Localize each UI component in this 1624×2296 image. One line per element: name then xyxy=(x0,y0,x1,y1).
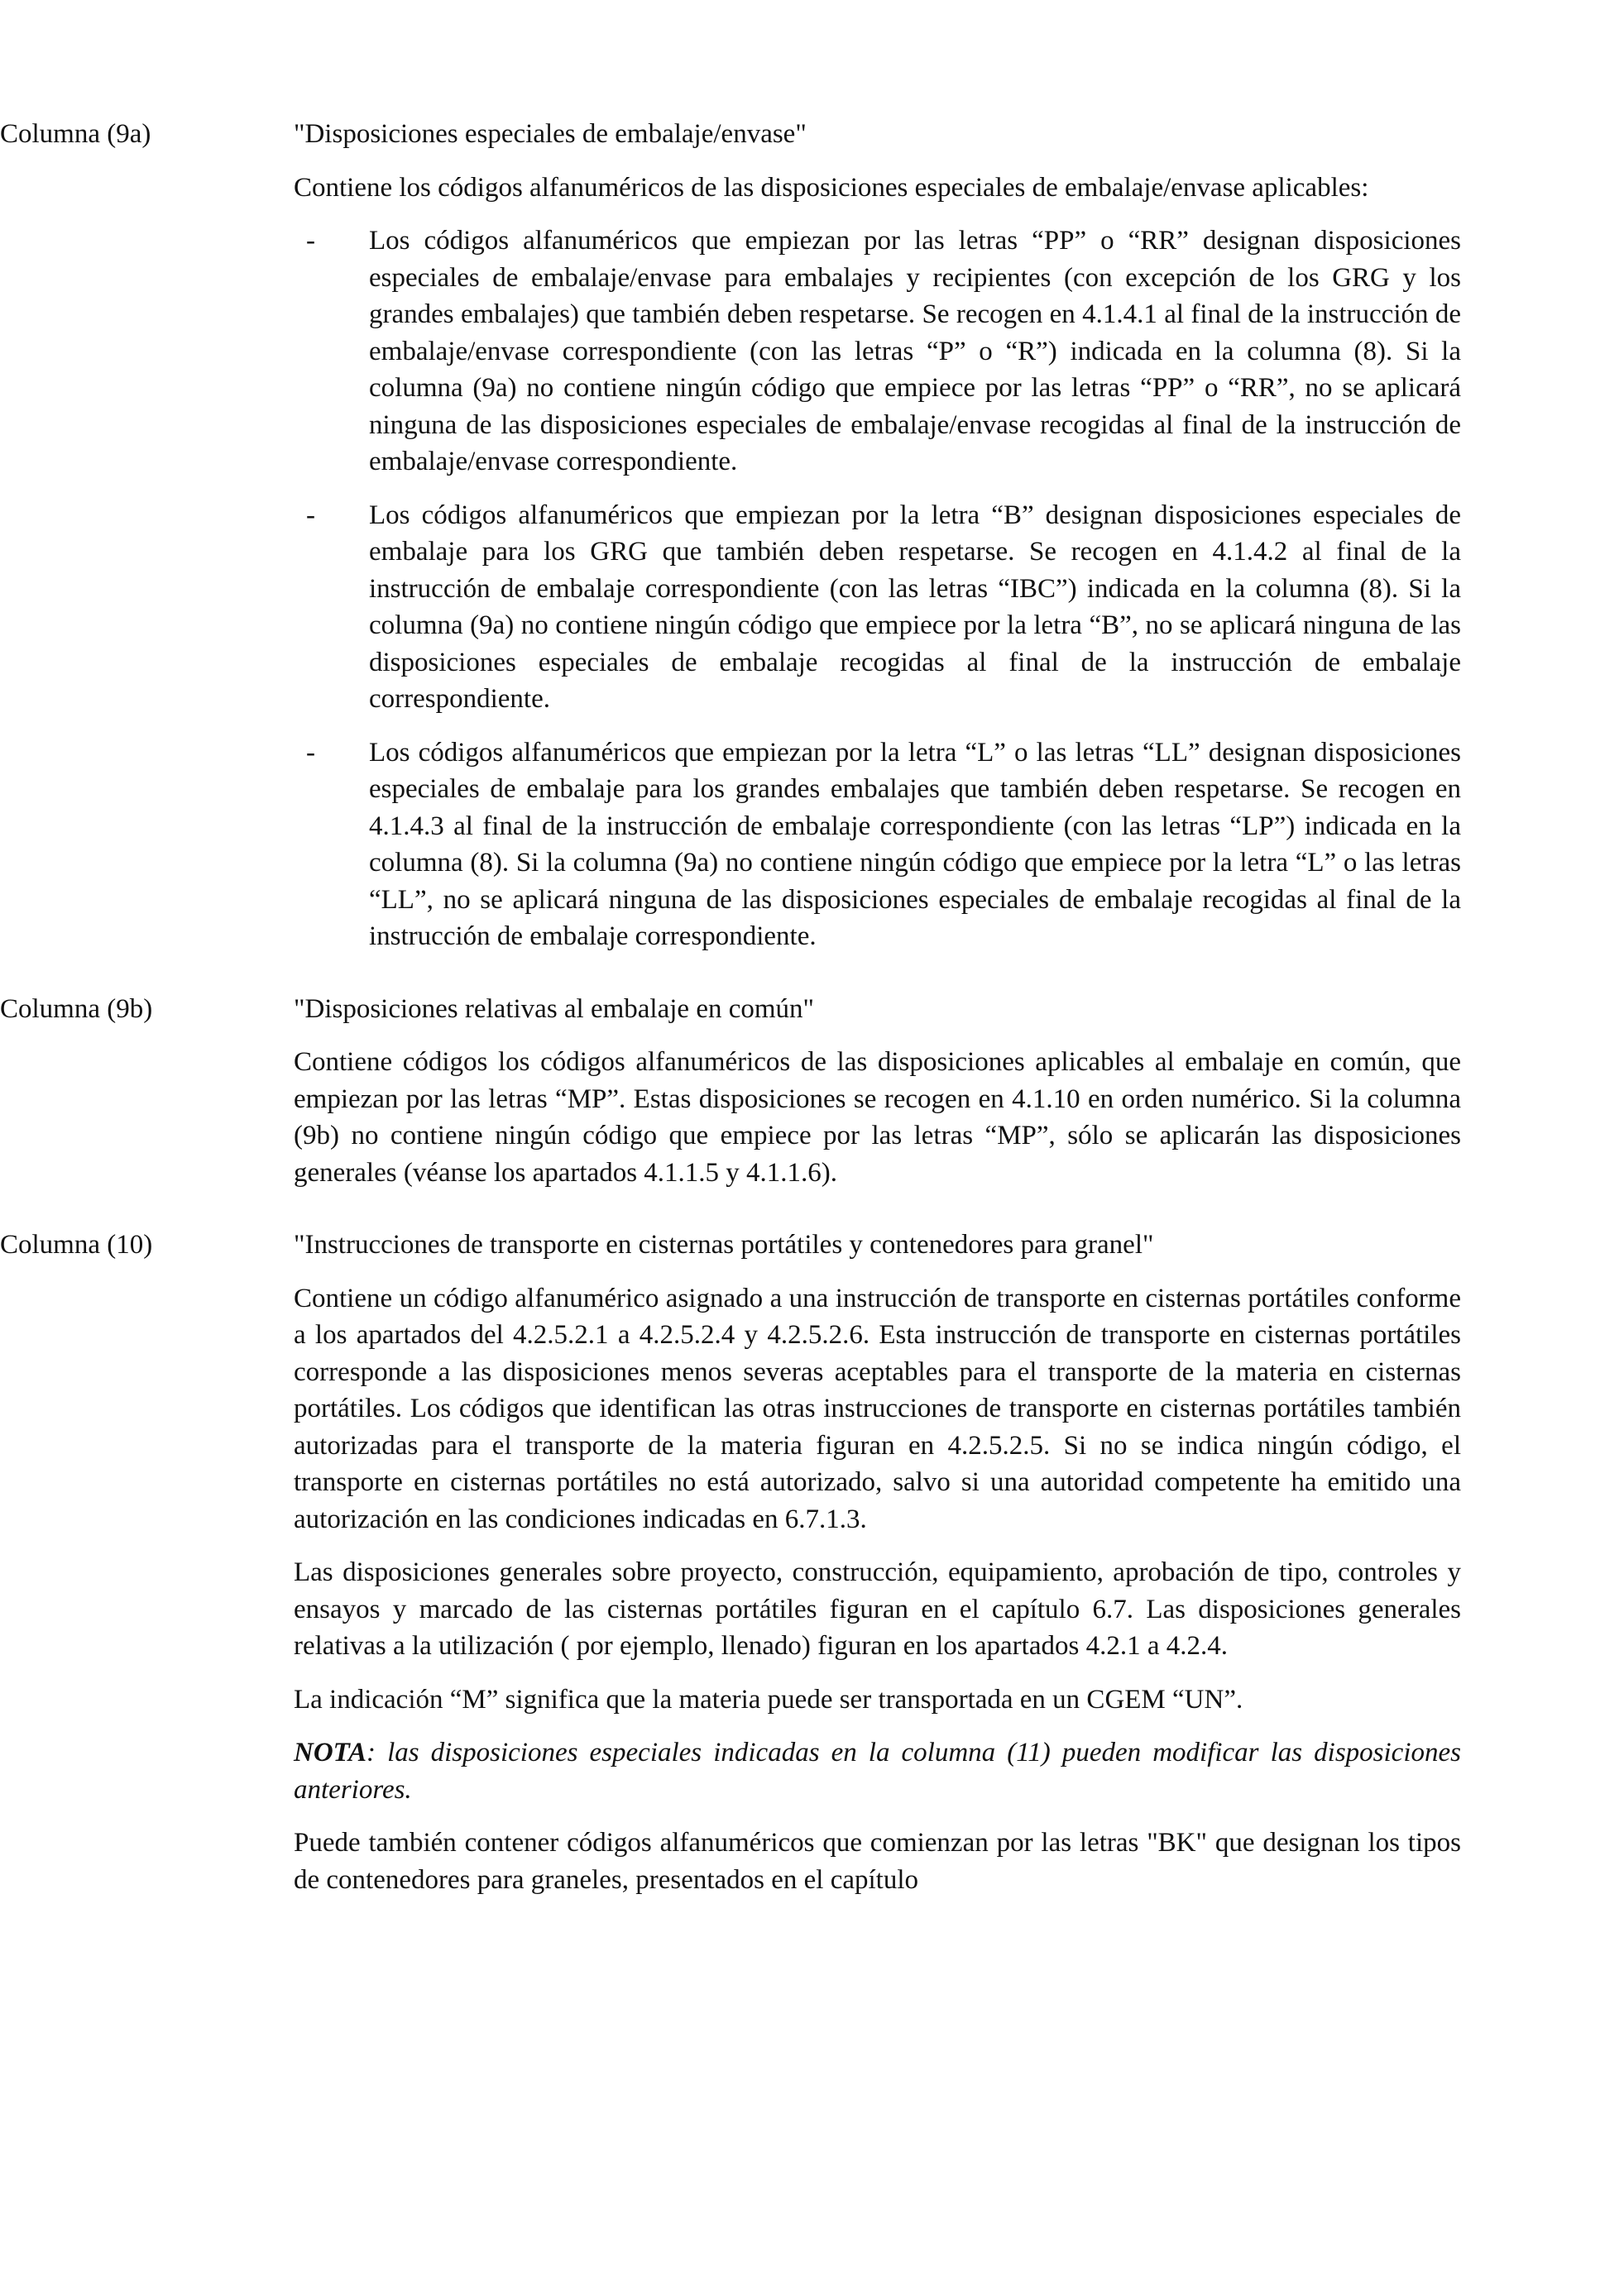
list-item xyxy=(294,734,1461,955)
paragraph: Las disposiciones generales sobre proyecto, construcción, equipamiento, aprobación de tipo, controles y ensayos y marcado de las cisternas portátiles figuran en el capítulo 6.7. Las disposiciones generales relativas a la utilización ( por ejemplo, llenado) figuran en los apartados 4.2.1 a 4.2.4. xyxy=(294,1557,1461,1661)
list-item-text: Los códigos alfanuméricos que empiezan por la letra “L” o las letras “LL” designan disposiciones especiales de embalaje para los grandes embalajes que también deben respetarse. Se recogen en 4.1.4.3 al final de la instrucción de embalaje correspondiente (con las letras “LP”) indicada en la columna (8). Si la columna (9a) no contiene ningún código que empiece por la letra “L” o las letras “LL”, no se aplicará ninguna de las disposiciones especiales de embalaje recogidas al final de la instrucción de embalaje correspondiente. xyxy=(369,737,1461,951)
note-paragraph xyxy=(294,1734,1461,1808)
column-label: Columna (10) xyxy=(0,1230,153,1260)
section-column-9a xyxy=(0,116,1461,955)
list-item xyxy=(294,497,1461,718)
section-column-9b xyxy=(0,991,1461,1192)
list-item-text: Los códigos alfanuméricos que empiezan por la letra “B” designan disposiciones especiales de embalaje para los GRG que también deben respetarse. Se recogen en 4.1.4.2 al final de la instrucción de embalaje correspondiente (con las letras “IBC”) indicada en la columna (8). Si la columna (9a) no contiene ningún código que empiece por la letra “B”, no se aplicará ninguna de las disposiciones especiales de embalaje recogidas al final de la instrucción de embalaje correspondiente. xyxy=(369,500,1461,714)
paragraph: Puede también contener códigos alfanuméricos que comienzan por las letras "BK" que designan los tipos de contenedores para graneles, presentados en el capítulo xyxy=(294,1828,1461,1895)
paragraph: La indicación “M” significa que la materia puede ser transportada en un CGEM “UN”. xyxy=(294,1684,1243,1715)
section-intro: Contiene los códigos alfanuméricos de las disposiciones especiales de embalaje/envase aplicables: xyxy=(294,172,1369,203)
section-heading: "Disposiciones especiales de embalaje/envase" xyxy=(294,119,807,149)
column-label: Columna (9a) xyxy=(0,119,151,149)
column-label: Columna (9b) xyxy=(0,993,153,1024)
dash-bullet-icon: - xyxy=(306,737,315,768)
dash-bullet-icon: - xyxy=(306,500,315,530)
note-text: : las disposiciones especiales indicadas en la columna (11) pueden modificar las disposiciones anteriores. xyxy=(294,1738,1461,1805)
list-item-text: Los códigos alfanuméricos que empiezan por las letras “PP” o “RR” designan disposiciones especiales de embalaje/envase para embalajes y recipientes (con excepción de los GRG y los grandes embalajes) que también deben respetarse. Se recogen en 4.1.4.1 al final de la instrucción de embalaje/envase correspondiente (con las letras “P” o “R”) indicada en la columna (8). Si la columna (9a) no contiene ningún código que empiece por las letras “PP” o “RR”, no se aplicará ninguna de las disposiciones especiales de embalaje/envase recogidas al final de la instrucción de embalaje/envase correspondiente. xyxy=(369,226,1461,476)
bullet-list xyxy=(294,222,1461,955)
section-column-10 xyxy=(0,1227,1461,1898)
note-label: NOTA xyxy=(294,1738,367,1767)
section-heading: "Disposiciones relativas al embalaje en común" xyxy=(294,993,814,1024)
paragraph: Contiene códigos los códigos alfanuméricos de las disposiciones aplicables al embalaje en común, que empiezan por las letras “MP”. Estas disposiciones se recogen en 4.1.10 en orden numérico. Si la columna (9b) no contiene ningún código que empiece por las letras “MP”, sólo se aplicarán las disposiciones generales (véanse los apartados 4.1.1.5 y 4.1.1.6). xyxy=(294,1047,1461,1188)
section-heading: "Instrucciones de transporte en cisternas portátiles y contenedores para granel" xyxy=(294,1230,1154,1260)
paragraph: Contiene un código alfanumérico asignado a una instrucción de transporte en cisternas portátiles conforme a los apartados del 4.2.5.2.1 a 4.2.5.2.4 y 4.2.5.2.6. Esta instrucción de transporte en cisternas portátiles corresponde a las disposiciones menos severas aceptables para el transporte de la materia en cisternas portátiles. Los códigos que identifican las otras instrucciones de transporte en cisternas portátiles también autorizadas para el transporte de la materia figuran en 4.2.5.2.5. Si no se indica ningún código, el transporte en cisternas portátiles no está autorizado, salvo si una autoridad competente ha emitido una autorización en las condiciones indicadas en 6.7.1.3. xyxy=(294,1283,1461,1534)
list-item xyxy=(294,222,1461,481)
dash-bullet-icon: - xyxy=(306,226,315,256)
